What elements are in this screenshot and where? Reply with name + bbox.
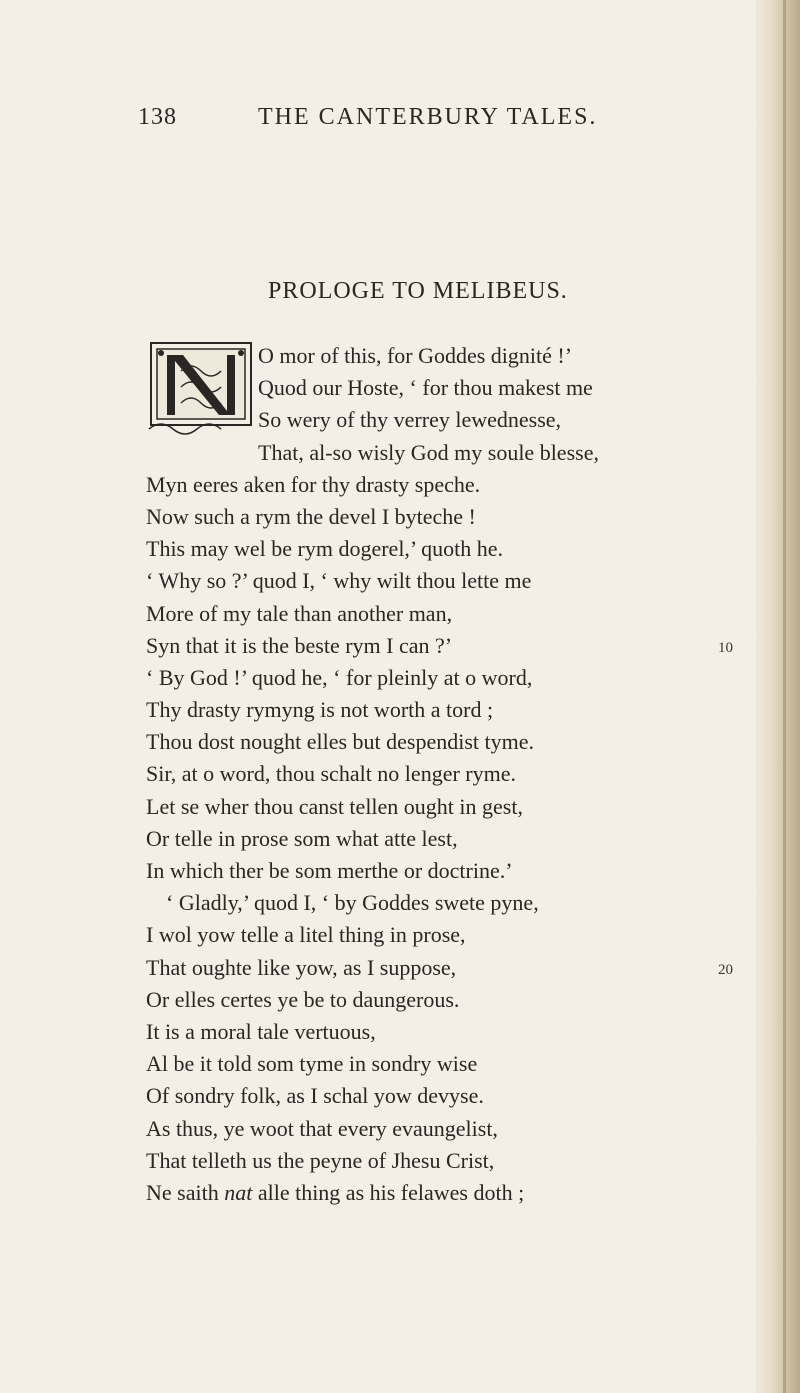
poem-line-last	[146, 1177, 746, 1209]
section-title: PROLOGE TO MELIBEUS.	[268, 278, 568, 304]
running-header	[138, 104, 758, 134]
poem-line: Al be it told som tyme in sondry wise	[146, 1051, 478, 1077]
poem-line: So wery of thy verrey lewednesse,	[258, 407, 562, 433]
running-title: THE CANTERBURY TALES.	[258, 104, 598, 130]
poem-line: Thou dost nought elles but despendist tyme.	[146, 729, 535, 755]
poem-line: That telleth us the peyne of Jhesu Crist,	[146, 1147, 495, 1173]
poem-line-text: Syn that it is the beste rym I can ?’	[146, 632, 453, 658]
poem-line: Myn eeres aken for thy drasty speche.	[146, 471, 481, 497]
poem-line: More of my tale than another man,	[146, 600, 453, 626]
poem-line: Or telle in prose som what atte lest,	[146, 825, 458, 851]
poem-line: As thus, ye woot that every evaungelist,	[146, 1115, 498, 1141]
poem-line: Thy drasty rymyng is not worth a tord ;	[146, 697, 494, 723]
page-number: 138	[138, 104, 177, 130]
poem-text	[146, 340, 746, 1209]
poem-line: ‘ Gladly,’ quod I, ‘ by Goddes swete pyne,	[166, 890, 539, 916]
poem-line: I wol yow telle a litel thing in prose,	[146, 922, 466, 948]
last-line-start: Ne saith	[146, 1179, 225, 1205]
poem-line: Quod our Hoste, ‘ for thou makest me	[258, 375, 593, 401]
last-line-end: alle thing as his felawes doth ;	[252, 1179, 525, 1205]
poem-line: Now such a rym the devel I byteche !	[146, 503, 476, 529]
poem-line: Or elles certes ye be to daungerous.	[146, 986, 460, 1012]
line-number-10: 10	[718, 639, 733, 656]
poem-line: In which ther be som merthe or doctrine.’	[146, 858, 513, 883]
line-number-20: 20	[718, 961, 733, 978]
poem-line-20	[146, 952, 746, 984]
poem-line: ‘ By God !’ quod he, ‘ for pleinly at o word,	[146, 664, 533, 690]
last-line-italic-word: nat	[224, 1179, 253, 1205]
poem-line: That, al-so wisly God my soule blesse,	[258, 439, 599, 465]
poem-line: O mor of this, for Goddes dignité !’	[258, 343, 573, 368]
poem-line: This may wel be rym dogerel,’ quoth he.	[146, 536, 503, 562]
poem-line: Of sondry folk, as I schal yow devyse.	[146, 1083, 484, 1109]
poem-line: Sir, at o word, thou schalt no lenger ryme.	[146, 761, 516, 787]
page-edge	[756, 0, 800, 1393]
poem-line-text: That oughte like yow, as I suppose,	[146, 954, 457, 980]
poem-line: It is a moral tale vertuous,	[146, 1018, 376, 1044]
poem-line-10	[146, 630, 746, 662]
page-edge-shadow	[783, 0, 786, 1393]
poem-line: Let se wher thou canst tellen ought in gest,	[146, 793, 523, 819]
poem-line: ‘ Why so ?’ quod I, ‘ why wilt thou lette me	[146, 568, 532, 594]
